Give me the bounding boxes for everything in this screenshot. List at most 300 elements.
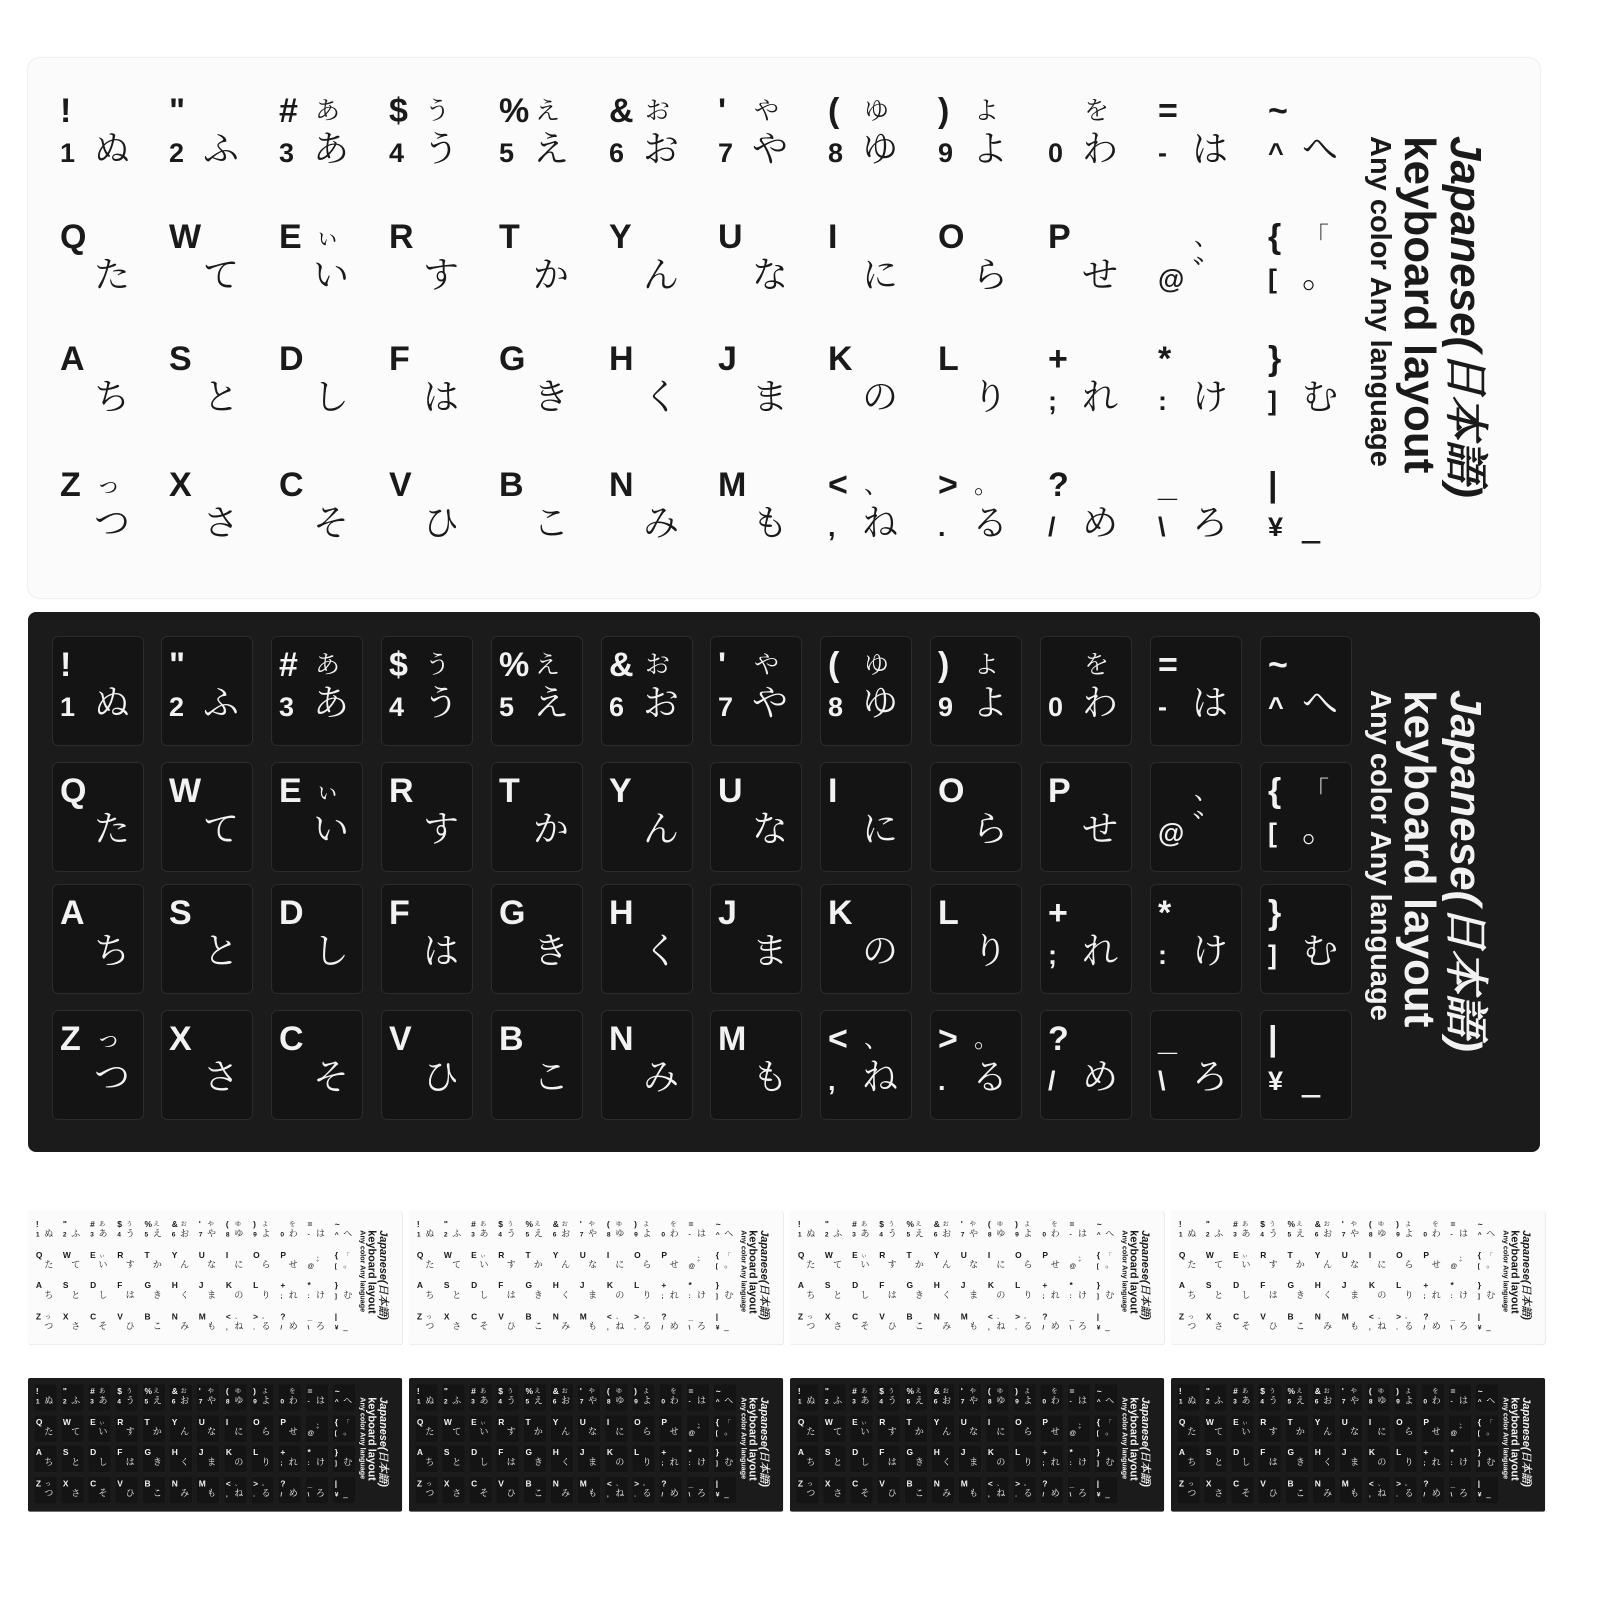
key-sticker <box>710 208 802 318</box>
key-kana: ん <box>643 255 680 296</box>
key-kana: れ <box>1050 1456 1060 1468</box>
key-sticker <box>905 1384 928 1411</box>
key-legend-base: ; <box>1423 1292 1426 1300</box>
key-kana: け <box>315 1456 325 1468</box>
key-sticker <box>88 1476 111 1503</box>
key-sticker <box>578 1384 601 1411</box>
key-sticker <box>61 1415 84 1442</box>
key-legend-shift: + <box>1423 1447 1429 1458</box>
key-legend-shift: J <box>960 1280 966 1291</box>
key-sticker <box>161 762 253 872</box>
key-legend-shift: J <box>198 1280 204 1291</box>
key-kana-shift: あ <box>480 1220 487 1228</box>
key-sticker <box>415 1309 438 1336</box>
key-legend-base: 6 <box>933 1397 938 1406</box>
key-kana: ぬ <box>44 1228 54 1239</box>
key-legend-shift: T <box>906 1417 912 1427</box>
key-sticker <box>932 1248 955 1275</box>
key-kana: さ <box>203 1057 240 1098</box>
key-sticker <box>714 1309 737 1336</box>
key-legend-shift: * <box>307 1447 311 1458</box>
key-kana: り <box>1404 1456 1414 1468</box>
key-sticker <box>1340 1217 1363 1244</box>
key-legend-shift: P <box>1423 1417 1429 1427</box>
key-kana: す <box>887 1259 897 1270</box>
key-sticker <box>1177 1217 1200 1244</box>
key-kana: は <box>423 931 460 972</box>
key-legend-base: , <box>225 1490 228 1498</box>
key-sticker <box>986 1278 1009 1305</box>
key-kana: め <box>1082 1057 1119 1098</box>
key-legend-base: 6 <box>933 1230 938 1239</box>
key-kana: ね <box>862 1057 899 1098</box>
key-kana: ろ <box>315 1321 325 1332</box>
key-legend-shift: * <box>307 1280 311 1291</box>
key-legend-base: @ <box>688 1261 696 1270</box>
key-sticker <box>52 636 144 746</box>
key-sticker <box>524 1476 547 1503</box>
key-legend-shift: N <box>933 1478 940 1489</box>
key-legend-shift: X <box>169 466 192 504</box>
key-sticker <box>469 1278 492 1305</box>
key-sticker <box>632 1309 655 1336</box>
key-legend-base: 1 <box>416 1397 421 1406</box>
key-sticker <box>161 1010 253 1120</box>
key-kana: と <box>452 1456 462 1468</box>
key-sticker <box>1260 884 1352 994</box>
key-kana-shift: や <box>969 1220 976 1228</box>
key-legend-shift: J <box>198 1447 204 1458</box>
key-legend-base: 7 <box>718 692 734 722</box>
key-kana-shift: 。 <box>643 1312 650 1321</box>
key-sticker <box>1150 456 1242 566</box>
key-legend-shift: Y <box>552 1417 559 1427</box>
key-kana: み <box>942 1488 952 1499</box>
key-legend-shift: ~ <box>334 1219 340 1229</box>
key-sticker <box>34 1248 57 1275</box>
key-kana: お <box>1323 1395 1333 1406</box>
key-legend-shift: ! <box>797 1386 801 1396</box>
key-legend-shift: ? <box>1048 1020 1069 1058</box>
key-sticker <box>115 1445 138 1472</box>
key-sticker <box>381 884 473 994</box>
key-kana: ぬ <box>425 1228 435 1239</box>
key-kana: み <box>942 1321 952 1332</box>
key-legend-base: \ <box>1158 512 1166 542</box>
label-title: Japanese(日本語) <box>1139 1230 1152 1320</box>
key-kana: ろ <box>1458 1488 1468 1499</box>
key-kana: ふ <box>452 1228 462 1239</box>
key-kana-shift: よ <box>1024 1387 1031 1395</box>
key-sticker <box>224 1217 247 1244</box>
key-legend-shift: F <box>1260 1280 1266 1291</box>
key-legend-base: . <box>938 1066 946 1096</box>
key-sticker <box>143 1445 166 1472</box>
key-kana: く <box>180 1289 190 1301</box>
key-sticker <box>271 456 363 566</box>
key-kana: め <box>1431 1488 1441 1499</box>
key-legend-shift: O <box>253 1250 260 1260</box>
key-legend-base: 6 <box>609 692 625 722</box>
key-legend-base: 4 <box>1260 1230 1265 1239</box>
key-legend-base: ^ <box>1268 138 1284 168</box>
key-kana: あ <box>860 1228 870 1239</box>
key-legend-shift: F <box>117 1280 123 1291</box>
key-kana: ろ <box>315 1488 325 1499</box>
key-legend-base: 5 <box>525 1397 530 1406</box>
key-legend-base: 9 <box>1015 1230 1019 1239</box>
key-legend-base: , <box>1368 1323 1371 1331</box>
key-legend-shift: L <box>938 340 959 378</box>
key-kana-shift: っ <box>96 1024 122 1053</box>
key-legend-shift: M <box>960 1478 968 1489</box>
key-sticker <box>687 1445 710 1472</box>
key-kana: む <box>1105 1456 1115 1468</box>
key-sticker <box>1258 1384 1281 1411</box>
key-legend-base: [ <box>1096 1428 1100 1437</box>
key-sticker <box>115 1248 138 1275</box>
key-sticker <box>601 82 693 192</box>
key-kana: こ <box>533 1488 543 1499</box>
key-legend-shift: O <box>938 218 965 256</box>
key-legend-base: 7 <box>1341 1230 1346 1239</box>
key-sticker <box>1095 1278 1118 1305</box>
key-kana: り <box>1404 1289 1414 1301</box>
key-kana-shift: お <box>1323 1220 1330 1228</box>
key-legend-base: ] <box>1096 1292 1100 1300</box>
key-kana: さ <box>203 503 240 544</box>
key-legend-shift: W <box>169 772 202 810</box>
key-kana: る <box>1404 1488 1414 1499</box>
key-legend-shift: J <box>718 894 737 932</box>
key-legend-shift: Y <box>171 1417 178 1427</box>
label-tagline: Any color Any language <box>1363 136 1396 467</box>
key-legend-shift: ( <box>987 1386 991 1396</box>
key-legend-shift: ? <box>1048 466 1069 504</box>
key-sticker <box>578 1415 601 1442</box>
key-kana: れ <box>1431 1456 1441 1468</box>
key-sticker <box>197 1217 220 1244</box>
key-sticker <box>1150 636 1242 746</box>
key-sticker <box>1313 1248 1336 1275</box>
key-legend-base: 7 <box>198 1397 203 1406</box>
key-legend-shift: X <box>62 1478 69 1489</box>
layout-label <box>1362 136 1488 498</box>
key-kana: ふ <box>203 683 240 724</box>
key-kana-shift: え <box>535 650 561 679</box>
key-kana-shift: お <box>561 1387 568 1395</box>
key-sticker <box>1177 1445 1200 1472</box>
key-sticker <box>415 1384 438 1411</box>
key-legend-base: [ <box>1268 264 1277 294</box>
key-kana: せ <box>1050 1426 1060 1437</box>
key-legend-shift: H <box>1314 1447 1321 1458</box>
key-legend-shift: H <box>609 894 634 932</box>
key-kana: に <box>234 1426 244 1437</box>
key-legend-base: 0 <box>280 1397 285 1406</box>
key-kana: わ <box>1431 1395 1441 1406</box>
key-legend-shift: E <box>279 218 302 256</box>
key-sticker <box>1313 1384 1336 1411</box>
key-legend-shift: + <box>661 1280 667 1291</box>
key-kana: ひ <box>125 1488 135 1499</box>
key-legend-base: ¥ <box>334 1490 339 1498</box>
key-sticker <box>333 1217 356 1244</box>
key-sticker <box>605 1278 628 1305</box>
key-legend-shift: U <box>718 218 743 256</box>
key-sticker <box>333 1309 356 1336</box>
key-legend-shift: + <box>1048 894 1068 932</box>
key-kana: ち <box>94 377 131 418</box>
key-legend-shift: & <box>552 1386 559 1396</box>
key-legend-shift: < <box>225 1478 231 1489</box>
key-kana-shift: ゆ <box>1377 1220 1385 1228</box>
key-legend-shift: U <box>960 1250 967 1260</box>
key-legend-base: / <box>1048 1066 1056 1096</box>
key-kana: ら <box>972 809 1009 850</box>
key-sticker <box>469 1217 492 1244</box>
key-kana: も <box>752 503 789 544</box>
key-legend-base: 7 <box>960 1230 965 1239</box>
key-sticker <box>601 208 693 318</box>
key-sticker <box>632 1476 655 1503</box>
key-kana: わ <box>669 1228 679 1239</box>
key-sticker <box>551 1309 574 1336</box>
key-kana: ら <box>642 1426 652 1437</box>
key-legend-base: ^ <box>1477 1230 1482 1239</box>
key-sticker <box>1040 330 1132 440</box>
key-legend-base: 3 <box>90 1397 94 1406</box>
key-sticker <box>1095 1217 1118 1244</box>
key-legend-shift: Z <box>797 1311 804 1322</box>
key-legend-shift: P <box>280 1417 286 1427</box>
key-legend-shift: L <box>253 1447 259 1458</box>
key-kana-shift: 、 <box>1078 1418 1085 1426</box>
key-kana-shift: よ <box>1405 1387 1412 1395</box>
label-subtitle: keyboard layout <box>1128 1397 1141 1481</box>
key-kana: お <box>180 1228 190 1239</box>
key-kana: た <box>44 1426 54 1437</box>
key-sticker <box>1286 1278 1309 1305</box>
key-kana-shift: 。 <box>1405 1312 1412 1321</box>
key-sticker <box>88 1248 111 1275</box>
key-sticker <box>714 1278 737 1305</box>
key-legend-shift: I <box>828 772 838 810</box>
key-kana: 。 <box>343 1426 353 1437</box>
key-kana: ら <box>1404 1259 1414 1270</box>
key-kana: は <box>696 1228 706 1239</box>
key-sticker <box>1421 1384 1444 1411</box>
label-title: Japanese(日本語) <box>1139 1397 1152 1487</box>
key-kana-shift: や <box>1350 1220 1357 1228</box>
key-kana: も <box>969 1488 979 1499</box>
key-legend-shift: B <box>144 1311 151 1322</box>
key-sticker <box>1367 1248 1390 1275</box>
key-kana-shift: あ <box>315 650 341 679</box>
key-sticker <box>224 1476 247 1503</box>
key-legend-shift: } <box>1268 894 1282 932</box>
key-sticker <box>1394 1476 1417 1503</box>
key-legend-shift: _ <box>1069 1311 1075 1322</box>
key-kana-shift: 、 <box>615 1312 623 1321</box>
key-sticker <box>1367 1415 1390 1442</box>
key-legend-shift: ' <box>1341 1219 1344 1229</box>
key-legend-shift: < <box>828 466 848 504</box>
key-sticker <box>1040 1415 1063 1442</box>
key-legend-shift: H <box>171 1280 178 1291</box>
key-legend-shift: D <box>1233 1447 1240 1458</box>
key-legend-base: / <box>661 1490 664 1498</box>
key-kana: 。 <box>1302 809 1339 850</box>
key-kana: り <box>972 931 1009 972</box>
key-legend-shift: J <box>1341 1447 1347 1458</box>
key-legend-shift: C <box>90 1478 97 1489</box>
key-sticker <box>115 1278 138 1305</box>
key-sticker <box>271 762 363 872</box>
key-legend-base: , <box>606 1323 609 1331</box>
key-kana: 。 <box>1302 255 1339 296</box>
key-sticker <box>251 1278 274 1305</box>
key-sticker <box>1286 1217 1309 1244</box>
key-sticker <box>496 1278 519 1305</box>
key-legend-shift: L <box>1396 1447 1402 1458</box>
key-kana-shift: う <box>1269 1387 1276 1395</box>
key-legend-shift: ( <box>225 1386 229 1396</box>
key-sticker <box>381 330 473 440</box>
key-sticker <box>491 636 583 746</box>
key-legend-shift: C <box>852 1478 859 1489</box>
key-legend-base: 9 <box>1396 1397 1400 1406</box>
key-sticker <box>905 1248 928 1275</box>
key-kana-shift: や <box>588 1220 595 1228</box>
key-kana: ま <box>969 1289 979 1301</box>
key-sticker <box>1231 1384 1254 1411</box>
key-legend-base: , <box>828 1066 836 1096</box>
key-kana: め <box>1050 1488 1060 1499</box>
key-sticker <box>1313 1217 1336 1244</box>
key-legend-base: ] <box>1477 1459 1481 1467</box>
key-legend-base: / <box>661 1323 664 1331</box>
key-kana: り <box>1023 1456 1033 1468</box>
key-kana: て <box>203 255 240 296</box>
key-sticker <box>1258 1309 1281 1336</box>
key-kana: み <box>561 1321 571 1332</box>
key-kana-shift: や <box>588 1387 595 1395</box>
key-sticker <box>1260 330 1352 440</box>
key-kana: れ <box>1082 931 1119 972</box>
key-kana: に <box>862 809 899 850</box>
key-legend-shift: " <box>824 1219 829 1229</box>
key-kana: に <box>615 1426 625 1437</box>
key-kana: や <box>969 1228 979 1239</box>
key-kana: せ <box>1431 1426 1441 1437</box>
key-legend-shift: R <box>498 1417 505 1427</box>
key-kana-shift: っ <box>44 1479 52 1488</box>
key-legend-base: 5 <box>499 692 515 722</box>
key-kana: き <box>533 1456 543 1468</box>
key-sticker <box>1068 1384 1091 1411</box>
key-legend-shift: C <box>279 466 304 504</box>
key-sticker <box>1040 1278 1063 1305</box>
key-kana: な <box>752 809 789 850</box>
key-legend-base: . <box>634 1490 636 1498</box>
key-kana: る <box>1023 1488 1033 1499</box>
key-sticker <box>278 1476 301 1503</box>
key-kana-shift: う <box>1269 1220 1276 1228</box>
key-legend-base: . <box>1396 1490 1398 1498</box>
key-sticker <box>1340 1248 1363 1275</box>
key-legend-shift: A <box>797 1280 804 1291</box>
label-tagline: Any color Any language <box>1363 690 1396 1021</box>
key-sticker <box>115 1415 138 1442</box>
key-legend-shift: * <box>1069 1280 1073 1291</box>
key-legend-base: 7 <box>579 1230 584 1239</box>
key-legend-shift: ? <box>1423 1478 1429 1489</box>
key-legend-base: ¥ <box>1268 1066 1284 1096</box>
key-sticker <box>271 884 363 994</box>
key-kana: え <box>533 1228 543 1239</box>
key-kana: な <box>207 1259 217 1270</box>
key-legend-base: ; <box>1048 386 1057 416</box>
key-sticker <box>959 1248 982 1275</box>
key-legend-base: 1 <box>797 1230 802 1239</box>
key-kana: れ <box>288 1456 298 1468</box>
key-legend-shift: F <box>389 340 410 378</box>
key-sticker <box>1476 1248 1499 1275</box>
key-sticker <box>333 1248 356 1275</box>
key-legend-shift: < <box>987 1311 993 1322</box>
key-kana: う <box>125 1395 135 1406</box>
key-kana: ゛ <box>1077 1259 1087 1270</box>
key-legend-base: . <box>253 1323 255 1331</box>
key-kana: く <box>561 1289 571 1301</box>
key-legend-shift: ! <box>1178 1219 1182 1229</box>
key-legend-base: 8 <box>1368 1397 1373 1406</box>
key-legend-base: / <box>280 1323 283 1331</box>
key-kana: ん <box>942 1259 952 1270</box>
key-kana: に <box>1377 1426 1387 1437</box>
key-kana-shift: 、 <box>234 1312 242 1321</box>
key-legend-shift: _ <box>1158 466 1177 504</box>
key-kana: え <box>914 1228 924 1239</box>
key-kana: ま <box>588 1289 598 1301</box>
key-kana: ふ <box>833 1395 843 1406</box>
key-kana-shift: 、 <box>1377 1479 1385 1488</box>
key-kana: よ <box>1404 1395 1414 1406</box>
key-legend-shift: F <box>498 1280 504 1291</box>
key-legend-shift: ' <box>579 1219 582 1229</box>
key-legend-shift: Y <box>552 1250 559 1260</box>
key-legend-base: - <box>1069 1230 1072 1239</box>
key-sticker <box>930 762 1022 872</box>
key-legend-shift: P <box>1423 1250 1429 1260</box>
key-legend-shift: M <box>960 1311 968 1322</box>
key-sticker <box>306 1278 329 1305</box>
key-legend-base: 5 <box>906 1397 911 1406</box>
key-kana: た <box>94 255 131 296</box>
key-legend-shift: ( <box>987 1219 991 1229</box>
key-kana: む <box>1302 931 1339 972</box>
key-kana: は <box>506 1456 516 1468</box>
key-legend-shift: { <box>1268 772 1282 810</box>
key-kana-shift: や <box>969 1387 976 1395</box>
key-legend-shift: $ <box>117 1386 122 1396</box>
key-legend-base: : <box>1158 940 1167 970</box>
key-sticker <box>34 1309 57 1336</box>
key-sticker <box>61 1248 84 1275</box>
key-sticker <box>496 1476 519 1503</box>
key-kana-shift: 、 <box>234 1479 242 1488</box>
